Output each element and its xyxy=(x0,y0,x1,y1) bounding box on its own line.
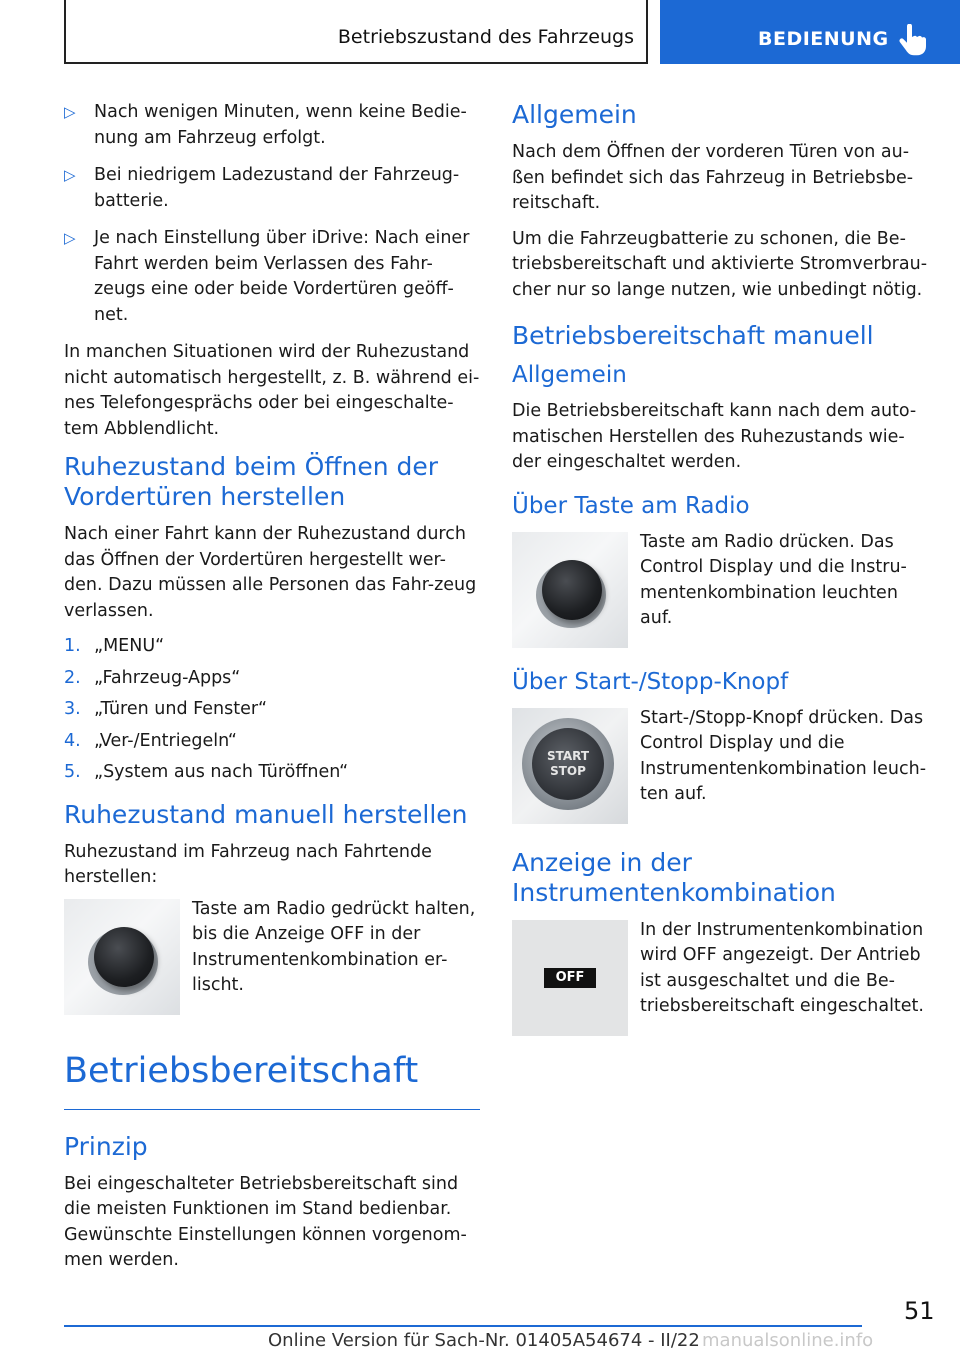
bullet-triangle-icon: ▷ xyxy=(64,103,76,121)
start-stop-button-image xyxy=(512,708,628,824)
figure-row xyxy=(64,897,480,1015)
step-number: 2. xyxy=(64,667,81,688)
section-text: Nach einer Fahrt kann der Ruhezustand durch das Öffnen der Vordertüren hergestellt wer-den. Dazu müssen alle Personen das Fahr-zeug verlassen. xyxy=(64,524,477,621)
section-title: BEDIENUNG xyxy=(758,28,889,50)
radio-knob-icon xyxy=(542,560,602,620)
off-badge: OFF xyxy=(544,968,596,988)
figure-row xyxy=(512,918,928,1036)
figure-row xyxy=(512,530,928,648)
watermark: manualsonline.info xyxy=(702,1330,874,1351)
intro-paragraph: In manchen Situationen wird der Ruhezustand nicht automatisch hergestellt, z. B. während ei-nes Telefongesprächs oder bei eingeschalte-tem Abblendlicht. xyxy=(64,342,480,439)
page-number: 51 xyxy=(904,1297,935,1325)
manual-heading: Betriebsbereitschaft manuell xyxy=(512,321,874,350)
step-label: „Türen und Fenster“ xyxy=(94,699,268,719)
radio-knob-icon xyxy=(94,927,154,987)
step-item xyxy=(64,697,480,723)
list-item: ▷ Je nach Einstellung über iDrive: Nach einer Fahrt werden beim Verlassen des Fahr-zeugs eine oder beide Vordertüren geöff-net. xyxy=(64,228,470,325)
main-heading: Betriebsbereitschaft xyxy=(64,1049,480,1110)
principle-text: Bei eingeschalteter Betriebsbereitschaft sind die meisten Funktionen im Stand bedienbar. Gewünschte Einstellungen können vorgenom-men werden. xyxy=(64,1173,467,1270)
section-heading-manual-sleep: Ruhezustand manuell herstellen xyxy=(64,799,468,829)
chapter-title: Betriebszustand des Fahrzeugs xyxy=(337,26,634,48)
figure-caption: Start-/Stopp-Knopf drücken. Das Control Display und die Instrumentenkombination leuch-ten auf. xyxy=(640,707,927,804)
online-version-text: Online Version für Sach-Nr. 01405A54674 - II/22 xyxy=(268,1330,700,1351)
display-heading: Anzeige in der Instrumentenkombination xyxy=(512,847,836,907)
figure-caption: Taste am Radio drücken. Das Control Display und die Instru-mentenkombination leuchten auf. xyxy=(640,531,907,628)
step-number: 4. xyxy=(64,730,81,751)
radio-heading: Über Taste am Radio xyxy=(512,492,750,519)
step-label: „System aus nach Türöffnen“ xyxy=(94,762,349,782)
step-label: „Ver-/Entriegeln“ xyxy=(94,730,237,751)
step-item xyxy=(64,634,480,660)
step-label: „Fahrzeug-Apps“ xyxy=(94,667,241,688)
section-text: Ruhezustand im Fahrzeug nach Fahrtende herstellen: xyxy=(64,841,432,887)
start-stop-button-icon: START STOP xyxy=(532,728,604,800)
bullet-triangle-icon: ▷ xyxy=(64,166,76,184)
step-number: 5. xyxy=(64,762,81,782)
step-item xyxy=(64,729,480,755)
left-column xyxy=(64,100,480,1284)
off-indicator-image xyxy=(512,920,628,1036)
step-number: 1. xyxy=(64,636,81,656)
footer-divider xyxy=(64,1325,862,1327)
radio-knob-image xyxy=(64,899,180,1015)
step-number: 3. xyxy=(64,699,81,719)
manual-subheading: Allgemein xyxy=(512,362,627,388)
manual-text: Die Betriebsbereitschaft kann nach dem auto-matischen Herstellen des Ruhezustands wie-der eingeschaltet werden. xyxy=(512,401,917,472)
step-item xyxy=(64,760,480,786)
header-chapter-box xyxy=(64,0,648,64)
step-label: „MENU“ xyxy=(94,636,165,656)
list-item: ▷ Bei niedrigem Ladezustand der Fahrzeug-batterie. xyxy=(64,165,460,211)
section-heading-door-sleep: Ruhezustand beim Öffnen der Vordertüren herstellen xyxy=(64,452,439,511)
figure-row xyxy=(512,706,928,824)
figure-caption: Taste am Radio gedrückt halten, bis die Anzeige OFF in der Instrumentenkombination er-lischt. xyxy=(192,898,476,995)
header-section-tab[interactable] xyxy=(660,0,960,64)
pointing-hand-icon xyxy=(898,24,926,56)
list-item: ▷ Nach wenigen Minuten, wenn keine Bedie-nung am Fahrzeug erfolgt. xyxy=(64,102,467,148)
startstop-heading: Über Start-/Stopp-Knopf xyxy=(512,668,789,695)
principle-heading: Prinzip xyxy=(64,1131,148,1161)
right-column xyxy=(512,100,928,1046)
general-para-2: Um die Fahrzeugbatterie zu schonen, die Be-triebsbereitschaft und aktivierte Stromverbrau-cher nur so lange nutzen, wie unbedingt nötig. xyxy=(512,228,928,300)
figure-caption: In der Instrumentenkombination wird OFF angezeigt. Der Antrieb ist ausgeschaltet und die Be-triebsbereitschaft eingeschaltet. xyxy=(640,919,924,1016)
general-para-1: Nach dem Öffnen der vorderen Türen von au-ßen befindet sich das Fahrzeug in Betriebsbe-reitschaft. xyxy=(512,142,914,213)
bullet-triangle-icon: ▷ xyxy=(64,229,76,247)
general-heading: Allgemein xyxy=(512,100,637,129)
step-item xyxy=(64,666,480,692)
radio-knob-image xyxy=(512,532,628,648)
